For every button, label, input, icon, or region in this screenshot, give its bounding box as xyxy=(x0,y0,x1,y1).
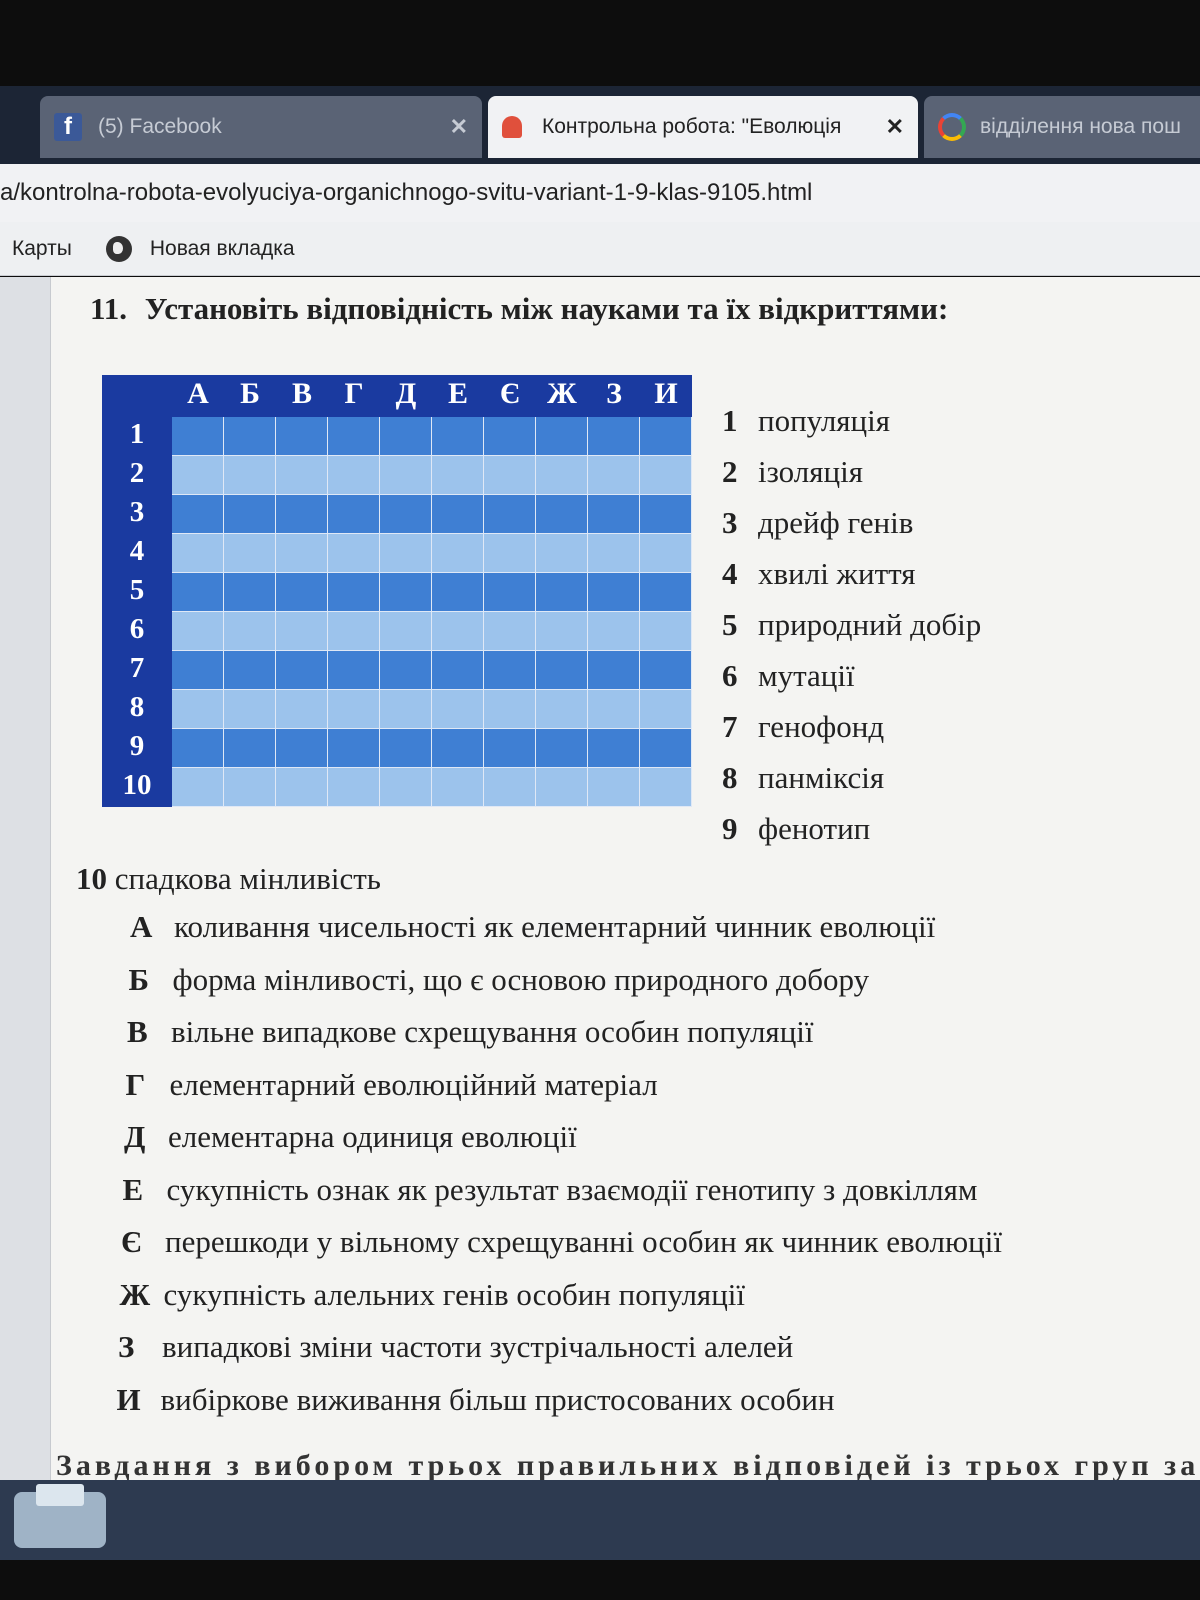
grid-answer-cell[interactable] xyxy=(640,495,692,534)
grid-answer-cell[interactable] xyxy=(328,651,380,690)
bell-icon xyxy=(502,116,522,138)
grid-answer-cell[interactable] xyxy=(224,456,276,495)
grid-answer-cell[interactable] xyxy=(536,651,588,690)
term-item xyxy=(722,658,855,694)
definition-text: елементарна одиниця еволюції xyxy=(168,1119,577,1154)
grid-column-header: З xyxy=(606,377,622,410)
grid-column-header: Б xyxy=(240,377,260,410)
grid-row-header: 3 xyxy=(129,496,145,528)
grid-answer-cell[interactable] xyxy=(484,456,536,495)
grid-answer-cell[interactable] xyxy=(172,690,224,729)
term-number: 6 xyxy=(722,658,738,693)
term-number: 9 xyxy=(722,811,738,846)
definition-text: сукупність алельних генів особин популяції xyxy=(163,1276,746,1312)
tab-kontrolna-robota[interactable] xyxy=(488,96,918,158)
grid-answer-cell[interactable] xyxy=(380,417,432,456)
grid-answer-cell[interactable] xyxy=(432,651,484,690)
definition-letter: Д xyxy=(124,1119,146,1154)
grid-answer-cell[interactable] xyxy=(328,573,380,612)
grid-answer-cell[interactable] xyxy=(640,417,692,456)
bookmark-new-tab[interactable]: Новая вкладка xyxy=(149,236,295,260)
definition-letter: В xyxy=(127,1014,148,1049)
grid-answer-cell[interactable] xyxy=(588,612,640,651)
grid-answer-cell[interactable] xyxy=(172,768,224,807)
grid-answer-cell[interactable] xyxy=(276,690,328,729)
grid-answer-cell[interactable] xyxy=(432,534,484,573)
definition-letter: И xyxy=(116,1381,141,1417)
grid-answer-cell[interactable] xyxy=(328,612,380,651)
term-item xyxy=(722,607,981,643)
grid-row-header: 9 xyxy=(129,730,145,762)
question-text: Установіть відповідність між науками та їх відкриттями: xyxy=(144,291,949,326)
grid-row-header: 5 xyxy=(129,574,145,606)
google-icon xyxy=(938,113,966,141)
definition-letter: Є xyxy=(121,1224,143,1259)
definition-item xyxy=(121,1224,1002,1260)
definition-item xyxy=(124,1119,577,1155)
grid-answer-cell[interactable] xyxy=(224,534,276,573)
grid-row-header: 6 xyxy=(129,613,145,645)
grid-answer-cell[interactable] xyxy=(536,534,588,573)
grid-answer-cell[interactable] xyxy=(588,573,640,612)
grid-answer-cell[interactable] xyxy=(328,729,380,768)
definition-text: форма мінливості, що є основою природного добору xyxy=(172,961,870,997)
page-content xyxy=(0,277,1200,1480)
grid-answer-cell[interactable] xyxy=(276,612,328,651)
tab-label: (5) Facebook xyxy=(98,115,222,138)
grid-answer-cell[interactable] xyxy=(640,729,692,768)
facebook-icon: f xyxy=(54,113,82,141)
definition-text: вільне випадкове схрещування особин популяції xyxy=(171,1014,814,1049)
grid-answer-cell[interactable] xyxy=(172,573,224,612)
grid-answer-cell[interactable] xyxy=(276,534,328,573)
term-text: панміксія xyxy=(758,760,885,795)
grid-answer-cell[interactable] xyxy=(172,729,224,768)
grid-column-header: В xyxy=(291,377,312,410)
bookmarks-bar xyxy=(0,222,1200,276)
grid-answer-cell[interactable] xyxy=(380,495,432,534)
grid-row-header: 1 xyxy=(129,418,145,450)
definition-item xyxy=(126,1067,658,1103)
grid-answer-cell[interactable] xyxy=(484,690,536,729)
grid-answer-cell[interactable] xyxy=(172,534,224,573)
grid-answer-cell[interactable] xyxy=(276,495,328,534)
definition-item xyxy=(118,1329,793,1365)
grid-answer-cell[interactable] xyxy=(380,534,432,573)
grid-answer-cell[interactable] xyxy=(432,768,484,807)
page-left-margin xyxy=(0,277,51,1480)
term-item xyxy=(722,556,916,592)
grid-row-header: 10 xyxy=(122,769,152,801)
grid-answer-cell[interactable] xyxy=(588,495,640,534)
grid-answer-cell[interactable] xyxy=(432,456,484,495)
term-item xyxy=(722,709,884,745)
term-item xyxy=(722,811,870,847)
grid-answer-cell[interactable] xyxy=(640,456,692,495)
grid-answer-cell[interactable] xyxy=(172,495,224,534)
grid-answer-cell[interactable] xyxy=(640,612,692,651)
grid-column-header: А xyxy=(187,377,209,410)
grid-answer-cell[interactable] xyxy=(328,417,380,456)
grid-answer-cell[interactable] xyxy=(276,651,328,690)
grid-answer-cell[interactable] xyxy=(536,690,588,729)
term-text: фенотип xyxy=(758,811,871,846)
grid-answer-cell[interactable] xyxy=(380,690,432,729)
definition-letter: Б xyxy=(128,961,149,997)
term-number: 5 xyxy=(722,607,738,642)
definition-letter: Г xyxy=(125,1066,146,1102)
question-title xyxy=(90,291,948,327)
grid-answer-cell[interactable] xyxy=(536,495,588,534)
tab-label: Контрольна робота: "Еволюція xyxy=(542,115,842,138)
taskbar xyxy=(0,1480,1200,1560)
grid-column-header: Є xyxy=(499,377,521,410)
grid-answer-cell[interactable] xyxy=(536,612,588,651)
term-item xyxy=(722,760,884,796)
question-number: 11. xyxy=(90,291,128,326)
grid-answer-cell[interactable] xyxy=(588,729,640,768)
term-10 xyxy=(76,861,381,897)
definition-item xyxy=(123,1172,978,1208)
term-text: ізоляція xyxy=(758,454,863,489)
grid-answer-cell[interactable] xyxy=(484,768,536,807)
grid-row-header: 7 xyxy=(129,652,145,684)
grid-answer-cell[interactable] xyxy=(432,495,484,534)
grid-answer-cell[interactable] xyxy=(588,690,640,729)
grid-answer-cell[interactable] xyxy=(224,729,276,768)
grid-answer-cell[interactable] xyxy=(484,729,536,768)
grid-answer-cell[interactable] xyxy=(172,456,224,495)
grid-answer-cell[interactable] xyxy=(484,612,536,651)
grid-answer-cell[interactable] xyxy=(328,690,380,729)
grid-answer-cell[interactable] xyxy=(172,417,224,456)
term-text: природний добір xyxy=(758,607,982,642)
globe-icon xyxy=(106,236,132,262)
grid-answer-cell[interactable] xyxy=(172,612,224,651)
grid-answer-cell[interactable] xyxy=(328,768,380,807)
grid-answer-cell[interactable] xyxy=(484,417,536,456)
term-text: спадкова мінливість xyxy=(114,861,381,896)
grid-answer-cell[interactable] xyxy=(380,651,432,690)
grid-answer-cell[interactable] xyxy=(588,651,640,690)
term-text: дрейф генів xyxy=(758,505,914,540)
grid-row-header: 4 xyxy=(129,535,145,567)
term-number: 4 xyxy=(722,556,738,591)
grid-answer-cell[interactable] xyxy=(484,573,536,612)
grid-answer-cell[interactable] xyxy=(276,768,328,807)
definition-item xyxy=(120,1277,746,1313)
term-number: 1 xyxy=(722,403,738,438)
grid-answer-cell[interactable] xyxy=(380,612,432,651)
term-text: генофонд xyxy=(758,709,885,744)
grid-answer-cell[interactable] xyxy=(224,417,276,456)
tab-label: відділення нова пош xyxy=(980,115,1181,138)
term-item xyxy=(722,403,890,439)
grid-answer-cell[interactable] xyxy=(640,651,692,690)
term-number: 2 xyxy=(722,454,738,489)
close-tab-icon[interactable]: ✕ xyxy=(885,114,904,139)
term-number: 7 xyxy=(722,709,738,744)
grid-answer-cell[interactable] xyxy=(380,729,432,768)
definition-letter: А xyxy=(130,909,153,944)
tab-google[interactable] xyxy=(924,96,1200,158)
grid-answer-cell[interactable] xyxy=(588,417,640,456)
grid-answer-cell[interactable] xyxy=(484,651,536,690)
grid-answer-cell[interactable] xyxy=(640,534,692,573)
grid-row-header: 8 xyxy=(129,691,145,723)
grid-column-header: Ж xyxy=(547,377,577,410)
grid-answer-cell[interactable] xyxy=(432,573,484,612)
definition-text: вибіркове виживання більш пристосованих особин xyxy=(160,1381,835,1417)
grid-column-header: Д xyxy=(395,377,417,410)
definition-item xyxy=(117,1382,835,1418)
definition-text: коливання чисельності як елементарний чинник еволюції xyxy=(174,909,936,944)
term-number: 10 xyxy=(76,861,107,896)
grid-answer-cell[interactable] xyxy=(432,612,484,651)
definition-text: елементарний еволюційний матеріал xyxy=(169,1066,658,1102)
definition-letter: З xyxy=(118,1329,135,1364)
address-bar[interactable] xyxy=(0,164,1200,222)
definition-text: перешкоди у вільному схрещуванні особин як чинник еволюції xyxy=(165,1224,1002,1259)
term-item xyxy=(722,454,863,490)
grid-answer-cell[interactable] xyxy=(224,495,276,534)
grid-answer-cell[interactable] xyxy=(276,417,328,456)
answer-grid xyxy=(102,375,692,807)
grid-answer-cell[interactable] xyxy=(224,573,276,612)
grid-answer-cell[interactable] xyxy=(328,456,380,495)
close-tab-icon[interactable]: ✕ xyxy=(449,114,468,139)
grid-answer-cell[interactable] xyxy=(432,729,484,768)
grid-answer-cell[interactable] xyxy=(224,651,276,690)
grid-answer-cell[interactable] xyxy=(640,690,692,729)
grid-answer-cell[interactable] xyxy=(276,729,328,768)
grid-answer-cell[interactable] xyxy=(536,573,588,612)
term-item xyxy=(722,505,913,541)
grid-answer-cell[interactable] xyxy=(380,456,432,495)
grid-answer-cell[interactable] xyxy=(224,612,276,651)
grid-answer-cell[interactable] xyxy=(588,456,640,495)
grid-row-header: 2 xyxy=(129,457,145,489)
grid-answer-cell[interactable] xyxy=(640,768,692,807)
grid-column-header: Г xyxy=(344,377,364,410)
grid-answer-cell[interactable] xyxy=(328,495,380,534)
definition-item xyxy=(127,1014,814,1050)
grid-answer-cell[interactable] xyxy=(484,495,536,534)
definition-letter: Ж xyxy=(119,1276,151,1312)
grid-column-header: И xyxy=(654,377,678,410)
bookmark-maps[interactable]: Карты xyxy=(12,236,72,260)
term-number: 3 xyxy=(722,505,738,540)
grid-answer-cell[interactable] xyxy=(172,651,224,690)
definition-letter: Е xyxy=(122,1171,144,1207)
grid-answer-cell[interactable] xyxy=(588,768,640,807)
grid-answer-cell[interactable] xyxy=(432,417,484,456)
term-text: популяція xyxy=(758,403,891,438)
grid-answer-cell[interactable] xyxy=(536,768,588,807)
grid-answer-cell[interactable] xyxy=(484,534,536,573)
next-task-heading-cut: Завдання з вибором трьох правильних відповідей із трьох груп за xyxy=(56,1449,1200,1480)
grid-answer-cell[interactable] xyxy=(328,534,380,573)
grid-answer-cell[interactable] xyxy=(380,768,432,807)
term-text: мутації xyxy=(758,658,855,693)
definition-text: випадкові зміни частоти зустрічальності алелей xyxy=(162,1329,794,1364)
grid-answer-cell[interactable] xyxy=(224,768,276,807)
grid-answer-cell[interactable] xyxy=(276,573,328,612)
tab-bar xyxy=(0,86,1200,164)
definition-text: сукупність ознак як результат взаємодії генотипу з довкіллям xyxy=(166,1171,978,1207)
term-number: 8 xyxy=(722,760,738,795)
term-text: хвилі життя xyxy=(758,556,916,591)
grid-answer-cell[interactable] xyxy=(640,573,692,612)
grid-answer-cell[interactable] xyxy=(536,417,588,456)
grid-answer-cell[interactable] xyxy=(224,690,276,729)
url-text[interactable]: a/kontrolna-robota-evolyuciya-organichnogo-svitu-variant-1-9-klas-9105.html xyxy=(0,179,813,206)
grid-answer-cell[interactable] xyxy=(536,456,588,495)
grid-answer-cell[interactable] xyxy=(536,729,588,768)
definition-item xyxy=(130,909,935,945)
tab-facebook[interactable] xyxy=(40,96,482,158)
grid-column-header: Е xyxy=(447,377,468,410)
printer-icon[interactable] xyxy=(14,1492,106,1548)
definition-item xyxy=(129,962,870,998)
grid-answer-cell[interactable] xyxy=(380,573,432,612)
grid-answer-cell[interactable] xyxy=(276,456,328,495)
grid-answer-cell[interactable] xyxy=(432,690,484,729)
grid-answer-cell[interactable] xyxy=(588,534,640,573)
